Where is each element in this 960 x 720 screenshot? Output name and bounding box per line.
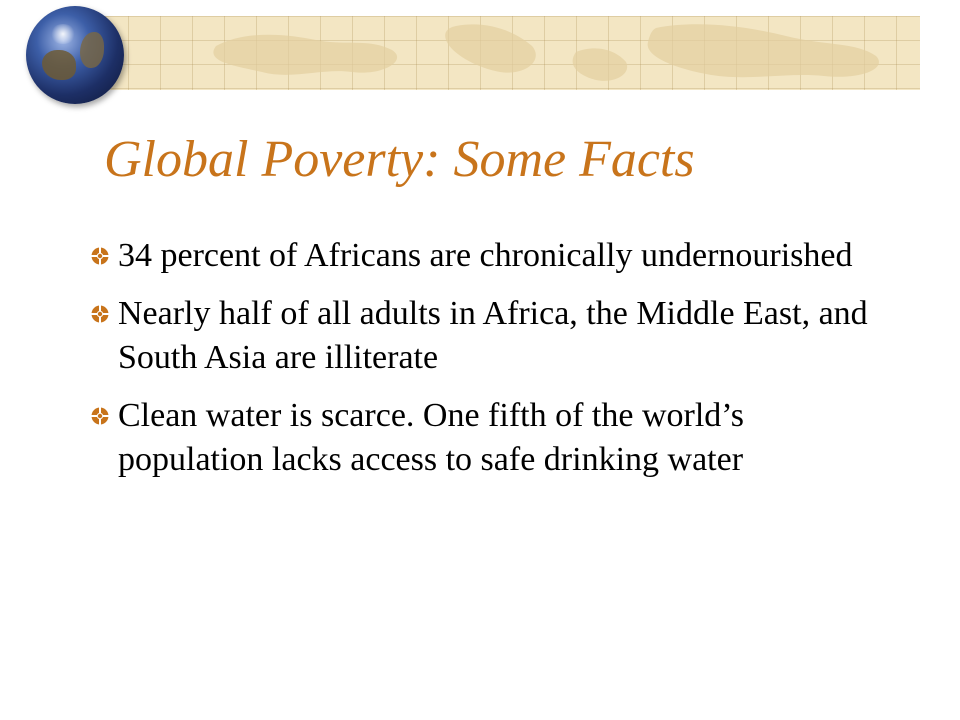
globe-landmass — [42, 50, 76, 80]
continent-shapes — [96, 16, 920, 90]
bullet-text: Clean water is scarce. One fifth of the world’s population lacks access to safe drinking water — [118, 397, 744, 478]
gear-bullet-icon — [90, 304, 110, 324]
gear-bullet-icon — [90, 406, 110, 426]
bullet-item — [90, 292, 890, 380]
bullet-text: Nearly half of all adults in Africa, the Middle East, and South Asia are illiterate — [118, 295, 868, 376]
gear-bullet-icon — [90, 246, 110, 266]
slide-title: Global Poverty: Some Facts — [104, 131, 695, 188]
world-map-banner — [96, 16, 920, 90]
globe-highlight — [50, 24, 76, 44]
bullet-item — [90, 234, 890, 278]
globe-landmass — [80, 32, 104, 68]
bullet-item — [90, 394, 890, 482]
bullet-list — [90, 234, 890, 496]
globe-icon — [26, 6, 124, 104]
bullet-text: 34 percent of Africans are chronically undernourished — [118, 237, 853, 274]
